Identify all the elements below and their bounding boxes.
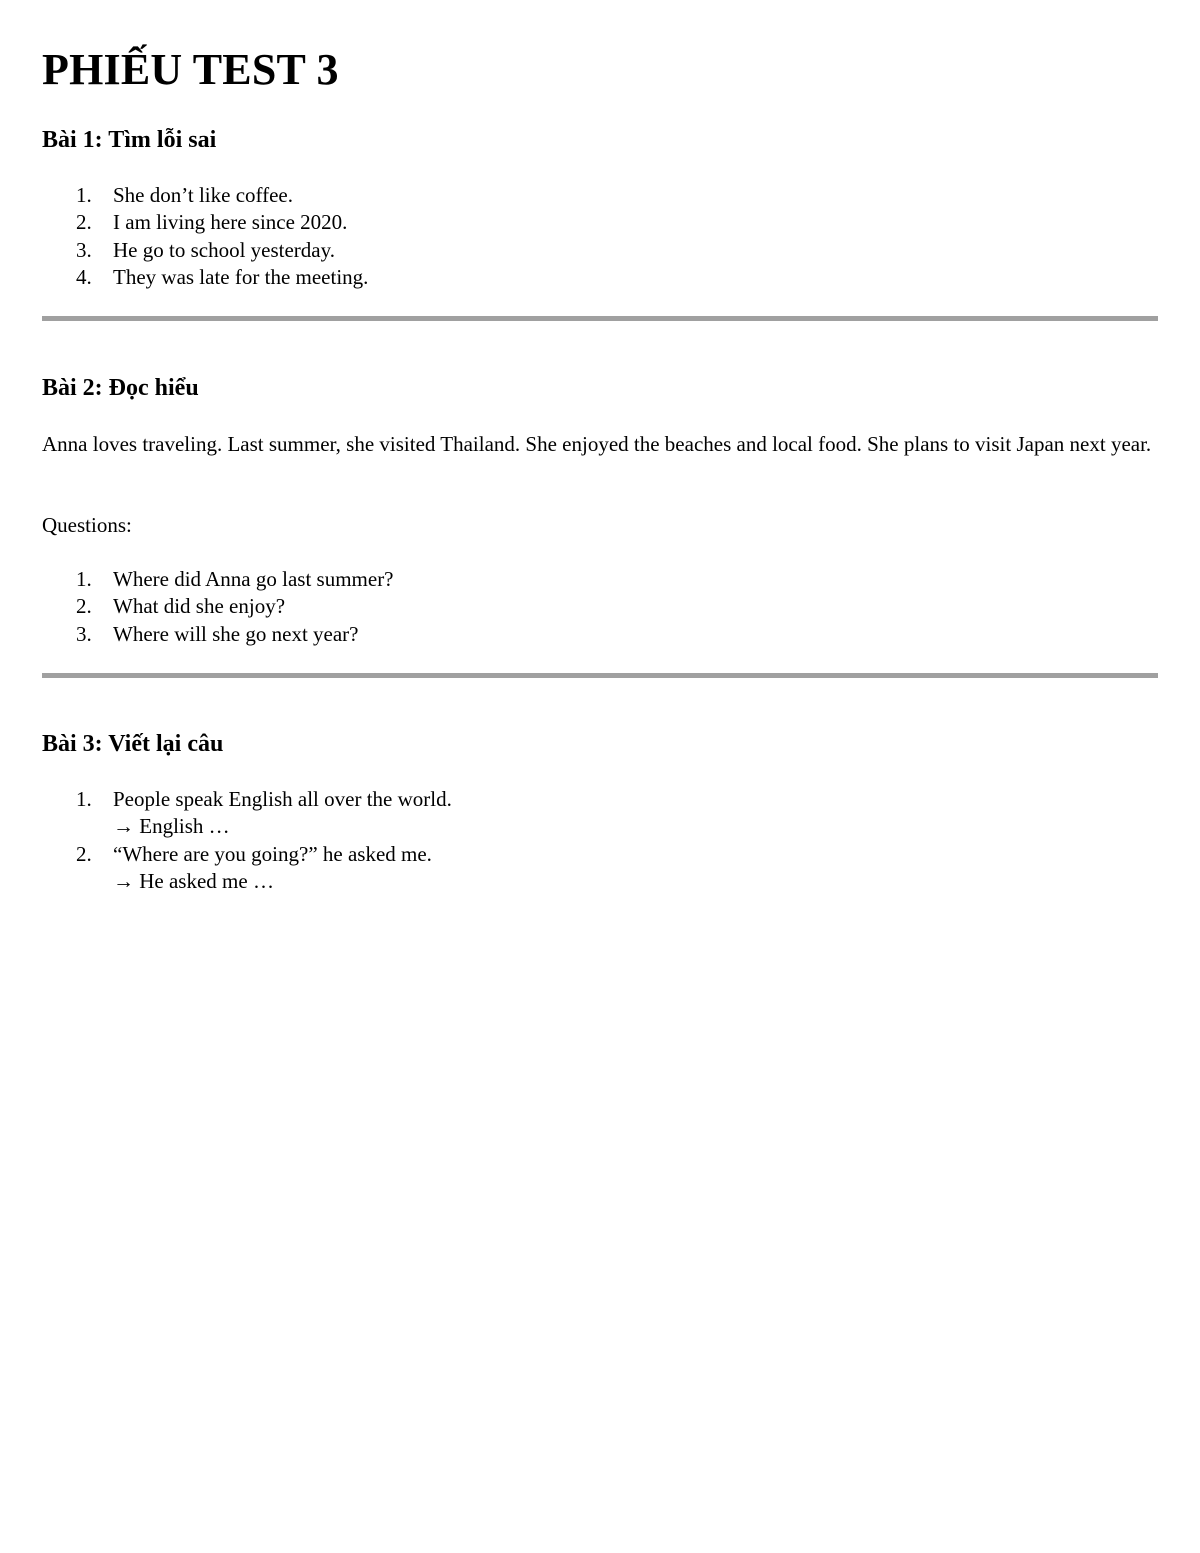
list-item-number: 1. xyxy=(76,787,92,811)
list-item-text: They was late for the meeting. xyxy=(113,264,369,289)
list-item xyxy=(42,566,394,593)
list-item xyxy=(42,264,368,291)
list-item xyxy=(42,621,394,648)
list-item-number: 1. xyxy=(76,567,92,591)
section3-heading: Bài 3: Viết lại câu xyxy=(42,731,224,757)
list-item xyxy=(42,841,452,896)
list-item-number: 1. xyxy=(76,183,92,207)
list-item-text: I am living here since 2020. xyxy=(113,210,348,235)
questions-label: Questions: xyxy=(42,513,132,537)
list-item xyxy=(42,237,368,264)
list-item-text: “Where are you going?” he asked me. xyxy=(113,841,432,866)
list-item xyxy=(42,209,368,236)
section1-list xyxy=(42,182,368,291)
list-item-number: 2. xyxy=(76,594,92,619)
list-item-number: 4. xyxy=(76,264,92,289)
list-item-text: People speak English all over the world. xyxy=(113,787,452,811)
section1-heading: Bài 1: Tìm lỗi sai xyxy=(42,127,217,153)
section-divider xyxy=(42,673,1158,678)
list-item xyxy=(42,593,394,620)
list-item-text: She don’t like coffee. xyxy=(113,183,294,207)
list-item-text: Where will she go next year? xyxy=(113,621,359,646)
list-item-text: What did she enjoy? xyxy=(113,594,286,619)
list-item-text: Where did Anna go last summer? xyxy=(113,567,394,591)
section2-heading: Bài 2: Đọc hiểu xyxy=(42,375,199,401)
section-divider xyxy=(42,316,1158,321)
list-item xyxy=(42,182,368,209)
rewrite-prompt: → He asked me … xyxy=(113,868,274,893)
section3-list xyxy=(42,786,452,895)
list-item-number: 2. xyxy=(76,210,92,235)
list-item-text: He go to school yesterday. xyxy=(113,237,335,262)
reading-passage: Anna loves traveling. Last summer, she visited Thailand. She enjoyed the beaches and local food. She plans to visit Japan next year. xyxy=(42,432,1152,456)
document-title: PHIẾU TEST 3 xyxy=(42,45,339,94)
list-item-number: 3. xyxy=(76,621,92,646)
list-item-number: 3. xyxy=(76,237,92,262)
list-item xyxy=(42,786,452,841)
section2-questions xyxy=(42,566,394,648)
list-item-number: 2. xyxy=(76,841,92,866)
rewrite-prompt: → English … xyxy=(113,814,230,839)
